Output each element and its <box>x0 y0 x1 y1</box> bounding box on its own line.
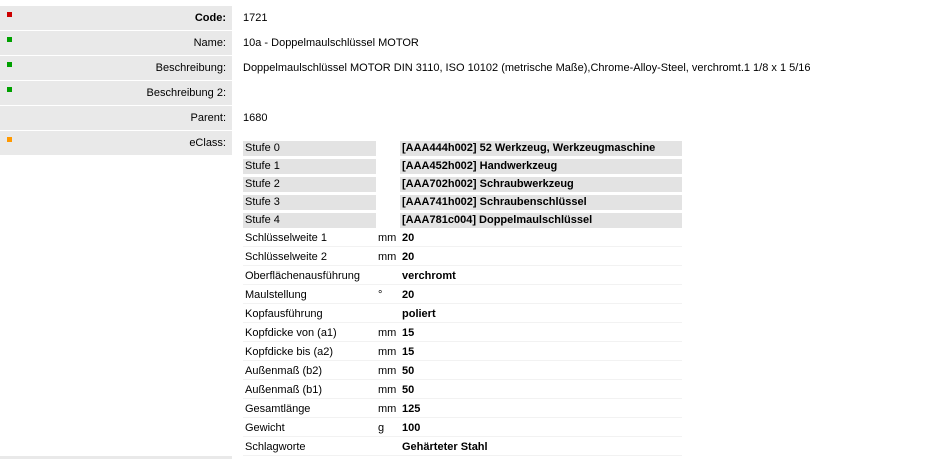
field-label-beschreibung-2 <box>0 81 232 105</box>
stufe-gap <box>376 159 400 174</box>
eclass-attribute-row <box>243 250 682 266</box>
attribute-name: Außenmaß (b2) <box>243 364 376 380</box>
field-value-code: 1721 <box>243 12 268 24</box>
stufe-value: [AAA741h002] Schraubenschlüssel <box>400 195 682 210</box>
stufe-gap <box>376 141 400 156</box>
stufe-gap <box>376 195 400 210</box>
stufe-name: Stufe 3 <box>243 195 376 210</box>
field-label-text: eClass: <box>189 137 226 149</box>
eclass-attribute-row <box>243 364 682 380</box>
attribute-name: Schlagworte <box>243 440 376 456</box>
attribute-value: poliert <box>400 307 682 323</box>
attribute-unit: mm <box>376 345 400 361</box>
attribute-name: Außenmaß (b1) <box>243 383 376 399</box>
eclass-attribute-row <box>243 307 682 323</box>
attribute-name: Maulstellung <box>243 288 376 304</box>
field-label-eclass <box>0 131 232 155</box>
field-labels-column <box>0 0 232 459</box>
attribute-value: 100 <box>400 421 682 437</box>
attribute-unit: ° <box>376 288 400 304</box>
stufe-name: Stufe 2 <box>243 177 376 192</box>
field-label-code <box>0 6 232 30</box>
attribute-value: 20 <box>400 250 682 266</box>
attribute-value: 125 <box>400 402 682 418</box>
status-marker-green <box>7 62 12 67</box>
eclass-stufe-row <box>243 213 682 228</box>
attribute-name: Kopfdicke bis (a2) <box>243 345 376 361</box>
attribute-unit: mm <box>376 326 400 342</box>
stufe-gap <box>376 213 400 228</box>
eclass-attribute-row <box>243 288 682 304</box>
eclass-stufe-row <box>243 141 682 156</box>
eclass-table <box>243 138 682 459</box>
attribute-value: 20 <box>400 231 682 247</box>
status-marker-red <box>7 12 12 17</box>
eclass-attribute-row <box>243 326 682 342</box>
field-label-text: Name: <box>193 37 226 49</box>
attribute-unit: mm <box>376 364 400 380</box>
stufe-value: [AAA781c004] Doppelmaulschlüssel <box>400 213 682 228</box>
status-marker-orange <box>7 137 12 142</box>
attribute-value: Gehärteter Stahl <box>400 440 682 456</box>
field-label-parent <box>0 106 232 130</box>
stufe-name: Stufe 1 <box>243 159 376 174</box>
attribute-unit: mm <box>376 231 400 247</box>
stufe-value: [AAA702h002] Schraubwerkzeug <box>400 177 682 192</box>
stufe-value: [AAA452h002] Handwerkzeug <box>400 159 682 174</box>
eclass-attribute-row <box>243 402 682 418</box>
field-label-name <box>0 31 232 55</box>
attribute-name: Oberflächenausführung <box>243 269 376 285</box>
eclass-stufe-row <box>243 195 682 210</box>
status-marker-green <box>7 37 12 42</box>
attribute-unit: g <box>376 421 400 437</box>
stufe-name: Stufe 0 <box>243 141 376 156</box>
stufe-name: Stufe 4 <box>243 213 376 228</box>
eclass-attribute-row <box>243 269 682 285</box>
field-value-parent: 1680 <box>243 112 268 124</box>
eclass-stufe-row <box>243 177 682 192</box>
eclass-stufe-row <box>243 159 682 174</box>
status-marker-green <box>7 87 12 92</box>
attribute-unit <box>376 307 400 323</box>
field-label-text: Beschreibung: <box>155 62 226 74</box>
attribute-value: 50 <box>400 364 682 380</box>
field-label-text: Parent: <box>190 112 226 124</box>
attribute-unit: mm <box>376 402 400 418</box>
eclass-attribute-row <box>243 383 682 399</box>
attribute-value: verchromt <box>400 269 682 285</box>
attribute-value: 20 <box>400 288 682 304</box>
field-value-beschreibung: Doppelmaulschlüssel MOTOR DIN 3110, ISO 10102 (metrische Maße),Chrome-Alloy-Steel, verchromt.1 1/8 x 1 5/16 <box>243 62 811 74</box>
eclass-attribute-row <box>243 345 682 361</box>
attribute-unit <box>376 440 400 456</box>
stufe-gap <box>376 177 400 192</box>
attribute-name: Kopfdicke von (a1) <box>243 326 376 342</box>
eclass-attribute-row <box>243 421 682 437</box>
attribute-unit <box>376 269 400 285</box>
eclass-attribute-row <box>243 440 682 456</box>
attribute-name: Gewicht <box>243 421 376 437</box>
field-label-text: Beschreibung 2: <box>146 87 226 99</box>
attribute-value: 50 <box>400 383 682 399</box>
attribute-name: Gesamtlänge <box>243 402 376 418</box>
attribute-name: Schlüsselweite 1 <box>243 231 376 247</box>
field-label-text: Code: <box>194 12 226 24</box>
stufe-value: [AAA444h002] 52 Werkzeug, Werkzeugmaschine <box>400 141 682 156</box>
attribute-unit: mm <box>376 383 400 399</box>
attribute-value: 15 <box>400 345 682 361</box>
field-value-name: 10a - Doppelmaulschlüssel MOTOR <box>243 37 419 49</box>
attribute-unit: mm <box>376 250 400 266</box>
field-label-beschreibung <box>0 56 232 80</box>
attribute-name: Schlüsselweite 2 <box>243 250 376 266</box>
attribute-name: Kopfausführung <box>243 307 376 323</box>
eclass-attribute-row <box>243 231 682 247</box>
attribute-value: 15 <box>400 326 682 342</box>
